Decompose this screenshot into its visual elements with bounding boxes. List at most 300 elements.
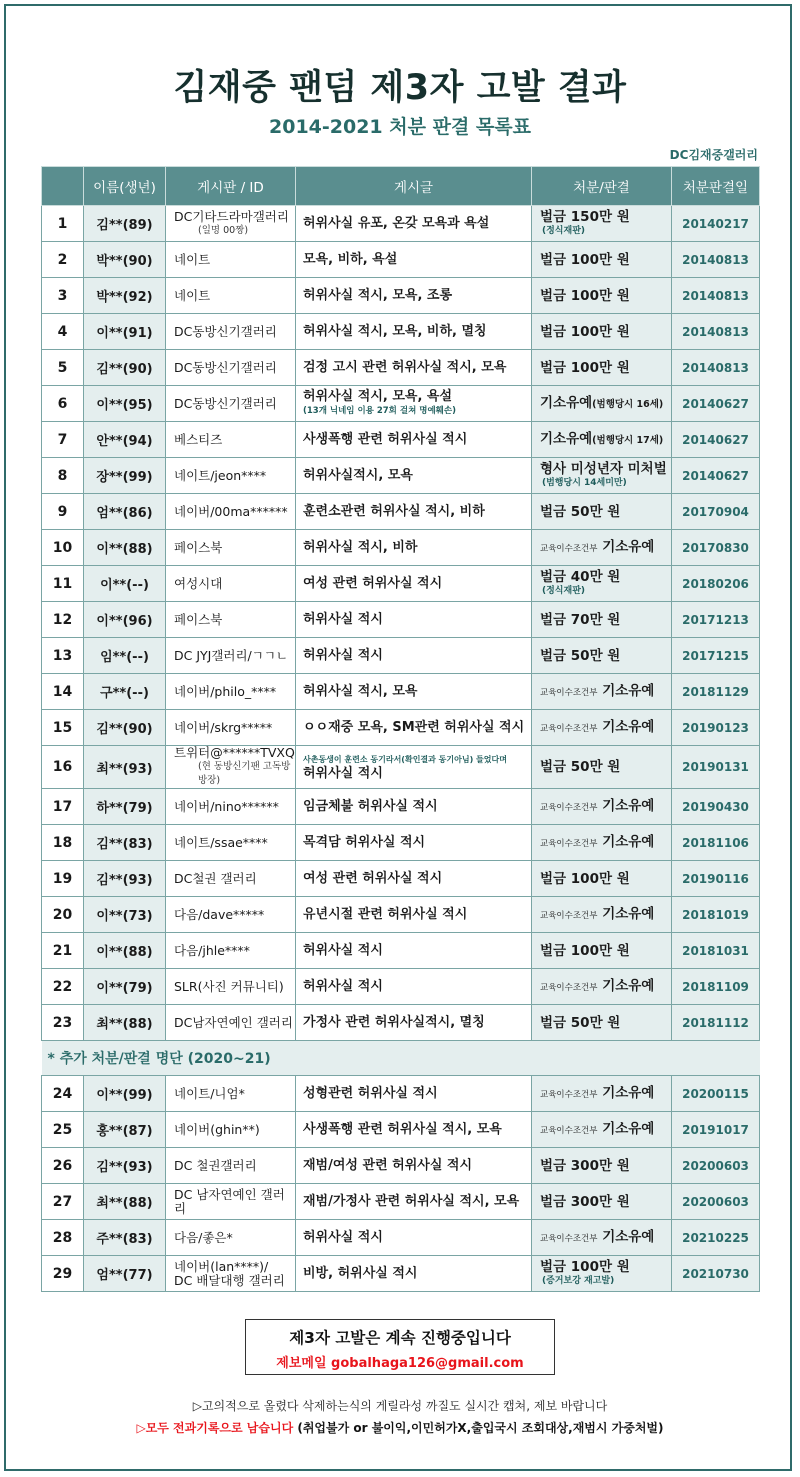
table-row [42,1076,760,1112]
board-name: 다음/dave***** [174,906,265,922]
board-name: 네이버(lan****)/ [174,1258,269,1274]
result-note: (증거보강 재고발) [542,1275,615,1286]
row-post [296,242,532,278]
table-row [42,638,760,674]
row-name: 이**(73) [84,897,166,933]
row-number: 28 [42,1220,84,1256]
post-text: 허위사실 적시 [303,766,383,781]
post-text: 가정사 관련 허위사실적시, 멸칭 [303,1014,485,1030]
result-text: 기소유예 [602,1228,655,1245]
row-post [296,1076,532,1112]
table-body-additional [42,1076,760,1292]
row-name: 이**(91) [84,314,166,350]
row-name: 임**(--) [84,638,166,674]
post-text: 허위사실 적시, 모욕, 조롱 [303,287,453,303]
row-post [296,710,532,746]
row-result [532,1112,672,1148]
row-post [296,674,532,710]
result-prefix: 교육이수조건부 [540,910,598,921]
footer-line1: ▷고의적으로 올렸다 삭제하는식의 게릴라성 까질도 실시간 캡쳐, 제보 바랍니다 [192,1399,608,1413]
row-board [166,789,296,825]
row-board [166,674,296,710]
row-result [532,638,672,674]
row-board [166,1220,296,1256]
row-post [296,861,532,897]
row-post [296,458,532,494]
post-text: 재범/여성 관련 허위사실 적시 [303,1157,473,1173]
post-text: 비방, 허위사실 적시 [303,1265,418,1281]
row-result [532,789,672,825]
row-date: 20180206 [672,566,760,602]
result-text: 벌금 100만 원 [540,359,630,376]
row-name: 김**(89) [84,206,166,242]
result-prefix: 교육이수조건부 [540,1089,598,1100]
verdict-table [41,166,760,1292]
row-name: 장**(99) [84,458,166,494]
row-date: 20210730 [672,1256,760,1292]
board-sub: DC 배달대행 갤러리 [174,1272,285,1288]
row-number: 16 [42,746,84,789]
post-text: 여성 관련 허위사실 적시 [303,575,443,591]
row-result [532,674,672,710]
post-text: 사생폭행 관련 허위사실 적시, 모욕 [303,1121,502,1137]
board-name: DC 남자연예인 갤러리 [174,1186,285,1216]
result-text: 벌금 300만 원 [540,1193,630,1210]
col-name-header: 이름(생년) [84,167,166,206]
result-text: 벌금 150만 원 [540,208,630,225]
row-result [532,458,672,494]
row-name: 김**(90) [84,710,166,746]
row-result [532,206,672,242]
post-text: 검정 고시 관련 허위사실 적시, 모욕 [303,359,507,375]
row-name: 홍**(87) [84,1112,166,1148]
row-name: 이**(95) [84,386,166,422]
row-result [532,530,672,566]
row-name: 하**(79) [84,789,166,825]
source-label: DC김재중갤러리 [669,148,758,162]
board-name: 다음/좋은* [174,1229,233,1245]
row-post [296,1256,532,1292]
row-board [166,897,296,933]
post-note: (13개 닉네임 이용 27회 걸쳐 명예훼손) [303,405,456,416]
table-row [42,242,760,278]
board-name: 네이버(ghin**) [174,1121,260,1137]
notice-email: 제보메일 gobalhaga126@gmail.com [276,1356,524,1371]
table-row [42,314,760,350]
row-date: 20191017 [672,1112,760,1148]
post-text: 허위사실 적시 [303,978,383,994]
row-board [166,861,296,897]
row-number: 8 [42,458,84,494]
row-board [166,314,296,350]
board-name: 네이트 [174,251,211,267]
board-name: 트위터@******TVXQ [174,745,295,760]
row-number: 1 [42,206,84,242]
result-suffix: (범행당시 17세) [592,434,664,446]
result-note: (범행당시 14세미만) [542,477,627,488]
row-post [296,789,532,825]
result-suffix: (범행당시 16세) [592,398,664,410]
row-board [166,1184,296,1220]
row-board [166,422,296,458]
result-text: 벌금 100만 원 [540,1258,630,1275]
table-row [42,789,760,825]
row-post [296,494,532,530]
page-title: 김재중 팬덤 제3자 고발 결과 [173,68,627,108]
board-name: 페이스북 [174,611,223,627]
table-row [42,1184,760,1220]
row-result [532,494,672,530]
row-post [296,386,532,422]
row-number: 26 [42,1148,84,1184]
row-date: 20170830 [672,530,760,566]
row-board [166,825,296,861]
row-name: 구**(--) [84,674,166,710]
row-date: 20181019 [672,897,760,933]
board-sub: (현 동방신기팬 고독방 방장) [198,761,291,786]
row-post [296,566,532,602]
table-row [42,825,760,861]
row-date: 20190430 [672,789,760,825]
board-name: 페이스북 [174,539,223,555]
row-number: 5 [42,350,84,386]
result-text: 기소유예 [602,538,655,555]
post-text: 유년시절 관련 허위사실 적시 [303,906,468,922]
row-number: 12 [42,602,84,638]
table-body [42,206,760,1041]
row-date: 20140813 [672,278,760,314]
row-board [166,1148,296,1184]
row-name: 김**(93) [84,861,166,897]
row-result [532,1184,672,1220]
result-text: 형사 미성년자 미처벌 [540,460,667,477]
row-post [296,933,532,969]
table-row [42,710,760,746]
result-text: 기소유예 [540,430,593,447]
footer-line2 [0,1419,800,1436]
row-number: 21 [42,933,84,969]
row-board [166,386,296,422]
row-result [532,861,672,897]
col-date-header: 처분판결일 [672,167,760,206]
row-board [166,1256,296,1292]
post-text: 사생폭행 관련 허위사실 적시 [303,431,468,447]
row-date: 20181129 [672,674,760,710]
row-board [166,350,296,386]
result-prefix: 교육이수조건부 [540,687,598,698]
row-board [166,566,296,602]
row-date: 20181031 [672,933,760,969]
table-row [42,566,760,602]
row-number: 11 [42,566,84,602]
post-text: 여성 관련 허위사실 적시 [303,870,443,886]
board-name: DC 철권갤러리 [174,1157,257,1173]
board-sub: (일명 00짱) [198,224,249,236]
row-result [532,746,672,789]
col-board-header: 게시판 / ID [166,167,296,206]
result-text: 기소유예 [602,833,655,850]
row-name: 주**(83) [84,1220,166,1256]
result-prefix: 교육이수조건부 [540,982,598,993]
row-name: 엄**(86) [84,494,166,530]
page-subtitle: 2014-2021 처분 판결 목록표 [269,116,531,138]
row-number: 19 [42,861,84,897]
row-result [532,897,672,933]
row-board [166,530,296,566]
table-row [42,1256,760,1292]
notice-line1: 제3자 고발은 계속 진행중입니다 [289,1329,511,1347]
row-name: 이**(88) [84,530,166,566]
result-prefix: 교육이수조건부 [540,802,598,813]
row-date: 20140217 [672,206,760,242]
board-name: 베스티즈 [174,431,223,447]
row-name: 이**(99) [84,1076,166,1112]
result-prefix: 교육이수조건부 [540,723,598,734]
result-text: 벌금 50만 원 [540,647,621,664]
row-date: 20140813 [672,314,760,350]
row-number: 10 [42,530,84,566]
row-date: 20190123 [672,710,760,746]
result-text: 기소유예 [602,718,655,735]
row-number: 24 [42,1076,84,1112]
row-name: 최**(88) [84,1184,166,1220]
row-board [166,242,296,278]
post-text: 허위사실적시, 모욕 [303,467,413,483]
row-result [532,242,672,278]
row-number: 3 [42,278,84,314]
row-name: 이**(--) [84,566,166,602]
table-row [42,1005,760,1041]
post-text: 성형관련 허위사실 적시 [303,1085,438,1101]
row-post [296,1148,532,1184]
result-text: 기소유예 [602,1120,655,1137]
row-number: 22 [42,969,84,1005]
post-text: 허위사실 적시 [303,647,383,663]
row-board [166,710,296,746]
result-text: 기소유예 [602,682,655,699]
row-result [532,1076,672,1112]
board-name: 여성시대 [174,575,223,591]
row-number: 25 [42,1112,84,1148]
row-number: 23 [42,1005,84,1041]
row-number: 6 [42,386,84,422]
result-prefix: 교육이수조건부 [540,1233,598,1244]
row-result [532,314,672,350]
result-text: 벌금 100만 원 [540,287,630,304]
row-result [532,278,672,314]
row-name: 이**(96) [84,602,166,638]
row-date: 20181109 [672,969,760,1005]
row-board [166,1005,296,1041]
result-text: 벌금 100만 원 [540,323,630,340]
row-result [532,933,672,969]
row-date: 20170904 [672,494,760,530]
row-board [166,933,296,969]
row-post [296,746,532,789]
post-text: 허위사실 적시 [303,942,383,958]
row-name: 이**(79) [84,969,166,1005]
result-prefix: 교육이수조건부 [540,838,598,849]
footer-consequences: (취업불가 or 불이익,이민허가X,출입국시 조회대상,재범시 가중처벌) [293,1421,664,1435]
board-name: 네이트/니엄* [174,1085,245,1101]
row-number: 18 [42,825,84,861]
result-text: 기소유예 [540,394,593,411]
row-date: 20181106 [672,825,760,861]
row-date: 20200115 [672,1076,760,1112]
row-post [296,1005,532,1041]
row-post [296,1220,532,1256]
row-post [296,206,532,242]
table-row [42,458,760,494]
board-name: DC JYJ갤러리/ㄱㄱㄴ [174,647,288,663]
result-text: 벌금 300만 원 [540,1157,630,1174]
table-row [42,933,760,969]
post-text: 허위사실 적시 [303,1229,383,1245]
table-header-row [42,167,760,206]
row-board [166,458,296,494]
result-text: 벌금 50만 원 [540,503,621,520]
board-name: 네이버/00ma****** [174,503,288,519]
result-prefix: 교육이수조건부 [540,543,598,554]
result-text: 벌금 100만 원 [540,942,630,959]
col-no-header [42,167,84,206]
result-text: 벌금 100만 원 [540,251,630,268]
row-date: 20210225 [672,1220,760,1256]
post-text: 허위사실 적시 [303,611,383,627]
row-board [166,638,296,674]
table-row [42,674,760,710]
table-row [42,1112,760,1148]
result-note: (정식재판) [542,225,586,236]
row-post [296,638,532,674]
post-text: 재범/가정사 관련 허위사실 적시, 모욕 [303,1193,520,1209]
row-date: 20200603 [672,1148,760,1184]
row-number: 17 [42,789,84,825]
post-text: 모욕, 비하, 욕설 [303,251,398,267]
table-row [42,530,760,566]
post-text: 허위사실 적시, 모욕, 욕설 [303,388,453,404]
result-text: 벌금 100만 원 [540,870,630,887]
row-board [166,206,296,242]
row-result [532,1005,672,1041]
row-date: 20140813 [672,350,760,386]
board-name: 네이트/jeon**** [174,467,267,483]
table-row [42,206,760,242]
row-result [532,969,672,1005]
table-row [42,278,760,314]
row-result [532,350,672,386]
row-result [532,386,672,422]
row-result [532,1256,672,1292]
table-row [42,746,760,789]
row-date: 20171213 [672,602,760,638]
board-name: 네이버/nino****** [174,798,279,814]
board-name: DC동방신기갤러리 [174,323,277,339]
result-prefix: 교육이수조건부 [540,1125,598,1136]
row-number: 14 [42,674,84,710]
row-post [296,422,532,458]
row-name: 안**(94) [84,422,166,458]
post-text: 목격담 허위사실 적시 [303,834,426,850]
row-result [532,602,672,638]
result-text: 기소유예 [602,905,655,922]
board-name: 네이트/ssae**** [174,834,268,850]
result-text: 벌금 40만 원 [540,568,621,585]
row-number: 9 [42,494,84,530]
row-number: 27 [42,1184,84,1220]
row-post [296,1112,532,1148]
row-result [532,566,672,602]
row-name: 최**(88) [84,1005,166,1041]
col-result-header: 처분/판결 [532,167,672,206]
board-name: DC철권 갤러리 [174,870,257,886]
row-post [296,897,532,933]
row-board [166,494,296,530]
table-row [42,969,760,1005]
row-name: 박**(90) [84,242,166,278]
row-board [166,602,296,638]
table-row [42,422,760,458]
board-name: SLR(사진 커뮤니티) [174,978,284,994]
table-row [42,861,760,897]
row-date: 20140813 [672,242,760,278]
col-post-header: 게시글 [296,167,532,206]
row-date: 20190116 [672,861,760,897]
row-post [296,278,532,314]
row-post [296,1184,532,1220]
footer-warning: ▷모두 전과기록으로 남습니다 [136,1421,294,1435]
section-divider [42,1041,760,1076]
row-result [532,1148,672,1184]
table-row [42,350,760,386]
board-name: DC동방신기갤러리 [174,395,277,411]
row-result [532,825,672,861]
row-result [532,422,672,458]
notice-box [245,1319,555,1375]
row-board [166,969,296,1005]
result-text: 벌금 50만 원 [540,759,621,775]
row-date: 20140627 [672,386,760,422]
row-number: 20 [42,897,84,933]
row-number: 4 [42,314,84,350]
section-label: * 추가 처분/판결 명단 (2020~21) [42,1041,760,1076]
row-number: 2 [42,242,84,278]
post-text: 허위사실 적시, 모욕 [303,683,418,699]
board-name: 네이트 [174,287,211,303]
board-name: 네이버/skrg***** [174,719,273,735]
row-name: 최**(93) [84,746,166,789]
row-name: 이**(88) [84,933,166,969]
row-name: 김**(90) [84,350,166,386]
board-name: 다음/jhle**** [174,942,250,958]
post-prefix: 사촌동생이 훈련소 동기라서(확인결과 동기아님) 들었다며 [303,755,507,764]
table-row [42,897,760,933]
post-text: 허위사실 적시, 모욕, 비하, 멸칭 [303,323,487,339]
post-text: 훈련소관련 허위사실 적시, 비하 [303,503,485,519]
post-text: 허위사실 유포, 온갖 모욕과 욕설 [303,215,490,231]
result-text: 기소유예 [602,1084,655,1101]
row-date: 20181112 [672,1005,760,1041]
post-text: ㅇㅇ재중 모욕, SM관련 허위사실 적시 [303,719,525,735]
table-row [42,1148,760,1184]
row-name: 김**(93) [84,1148,166,1184]
row-post [296,314,532,350]
section-row [42,1041,760,1076]
row-date: 20171215 [672,638,760,674]
result-text: 기소유예 [602,977,655,994]
row-post [296,825,532,861]
row-number: 29 [42,1256,84,1292]
